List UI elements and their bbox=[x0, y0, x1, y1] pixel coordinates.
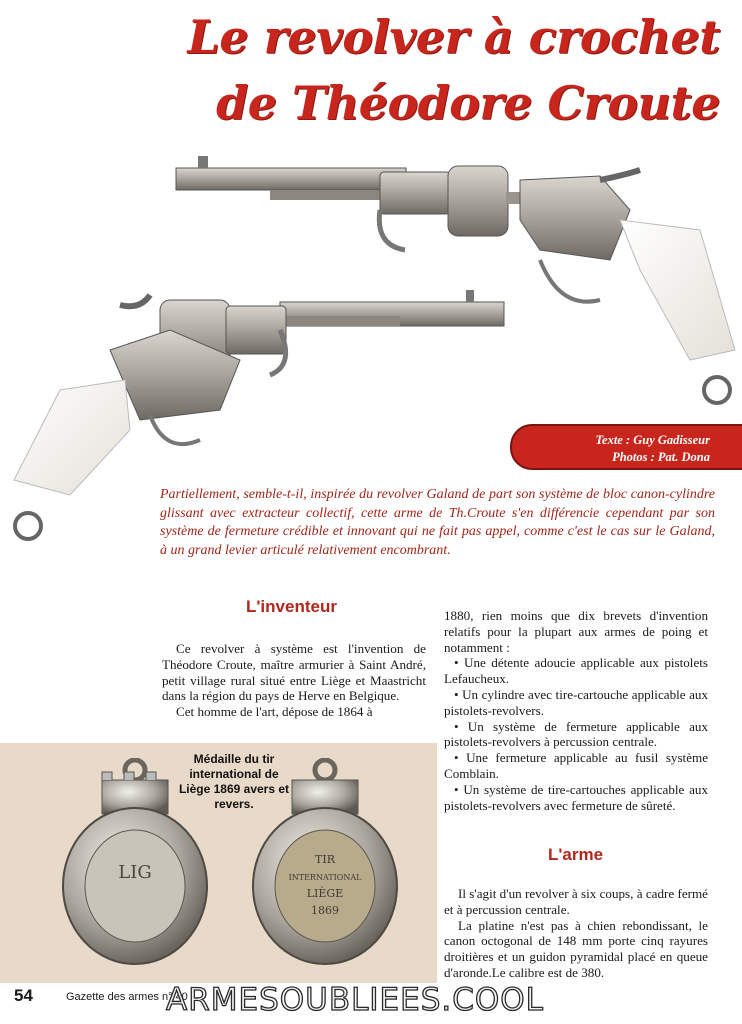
heading-inventeur: L'inventeur bbox=[246, 597, 337, 616]
bullet-item: • Une fermeture applicable au fusil système Comblain. bbox=[444, 750, 708, 781]
column-2 bbox=[444, 608, 708, 813]
paragraph-inventeur-1: Ce revolver à système est l'invention de Théodore Croute, maître armurier à Saint André, petit village rural situé entre Liège et Maastricht dans la région du pays de Herve en Belgique. bbox=[162, 641, 426, 704]
page-number: 54 bbox=[14, 986, 33, 1005]
heading-arme: L'arme bbox=[548, 845, 604, 864]
medal-reverse-line-3: LIÈGE bbox=[306, 887, 344, 900]
title-line-1: Le revolver à crochet bbox=[187, 10, 720, 64]
column-1 bbox=[162, 641, 426, 720]
bullet-item: • Un cylindre avec tire-cartouche applicable aux pistolets-revolvers. bbox=[444, 686, 708, 718]
medal-reverse-line-2: INTERNATIONAL bbox=[288, 873, 362, 882]
bullet-item: • Un système de fermeture applicable aux pistolets-revolvers à percussion centrale. bbox=[444, 718, 708, 750]
intro-paragraph: Partiellement, semble-t-il, inspirée du revolver Galand de part son système de bloc canon-cylindre glissant avec extracteur collectif, cette arme de Th.Croute s'en différencie cependant par son système de fermeture crédible et innovant qui ne fait pas appel, comme c'est le cas sur le Galand, à un grand levier articulé relativement encombrant. bbox=[160, 487, 715, 559]
medal-reverse-line-4: 1869 bbox=[311, 904, 339, 917]
paragraph-arme-2: La platine n'est pas à chien rebondissant, le canon octogonal de 148 mm porte cinq rayures droitières et un guidon pyramidal placé en queue d'aronde.Le calibre est de 380. bbox=[444, 917, 708, 980]
bullet-item: • Un système de tire-cartouches applicable aux pistolets-revolvers avec fermeture de sûreté. bbox=[444, 781, 708, 813]
credits-text: Texte : Guy Gadisseur bbox=[595, 433, 710, 447]
credits-banner bbox=[510, 424, 742, 470]
medal-caption: Médaille du tir international de Liège 1869 avers et revers. bbox=[178, 752, 290, 811]
upper-revolver bbox=[176, 156, 735, 403]
credits-photos: Photos : Pat. Dona bbox=[612, 450, 710, 464]
paragraph-brevets: 1880, rien moins que dix brevets d'invention relatifs pour la plupart aux armes de poing et notamment : bbox=[444, 608, 708, 655]
medal-reverse-line-1: TIR bbox=[315, 853, 335, 866]
magazine-name: Gazette des armes n° 40 bbox=[66, 991, 188, 1003]
medal-obverse-letters: LIG bbox=[118, 862, 152, 883]
paragraph-inventeur-2: Cet homme de l'art, dépose de 1864 à bbox=[176, 704, 373, 720]
bullet-item: • Une détente adoucie applicable aux pistolets Lefaucheux. bbox=[444, 655, 708, 687]
title-line-2: de Théodore Croute bbox=[216, 76, 720, 130]
paragraph-arme-1: Il s'agit d'un revolver à six coups, à cadre fermé et à percussion centrale. bbox=[444, 886, 708, 917]
column-2-arme bbox=[444, 886, 708, 981]
watermark: ARMESOUBLIEES.COOL bbox=[166, 982, 544, 1018]
